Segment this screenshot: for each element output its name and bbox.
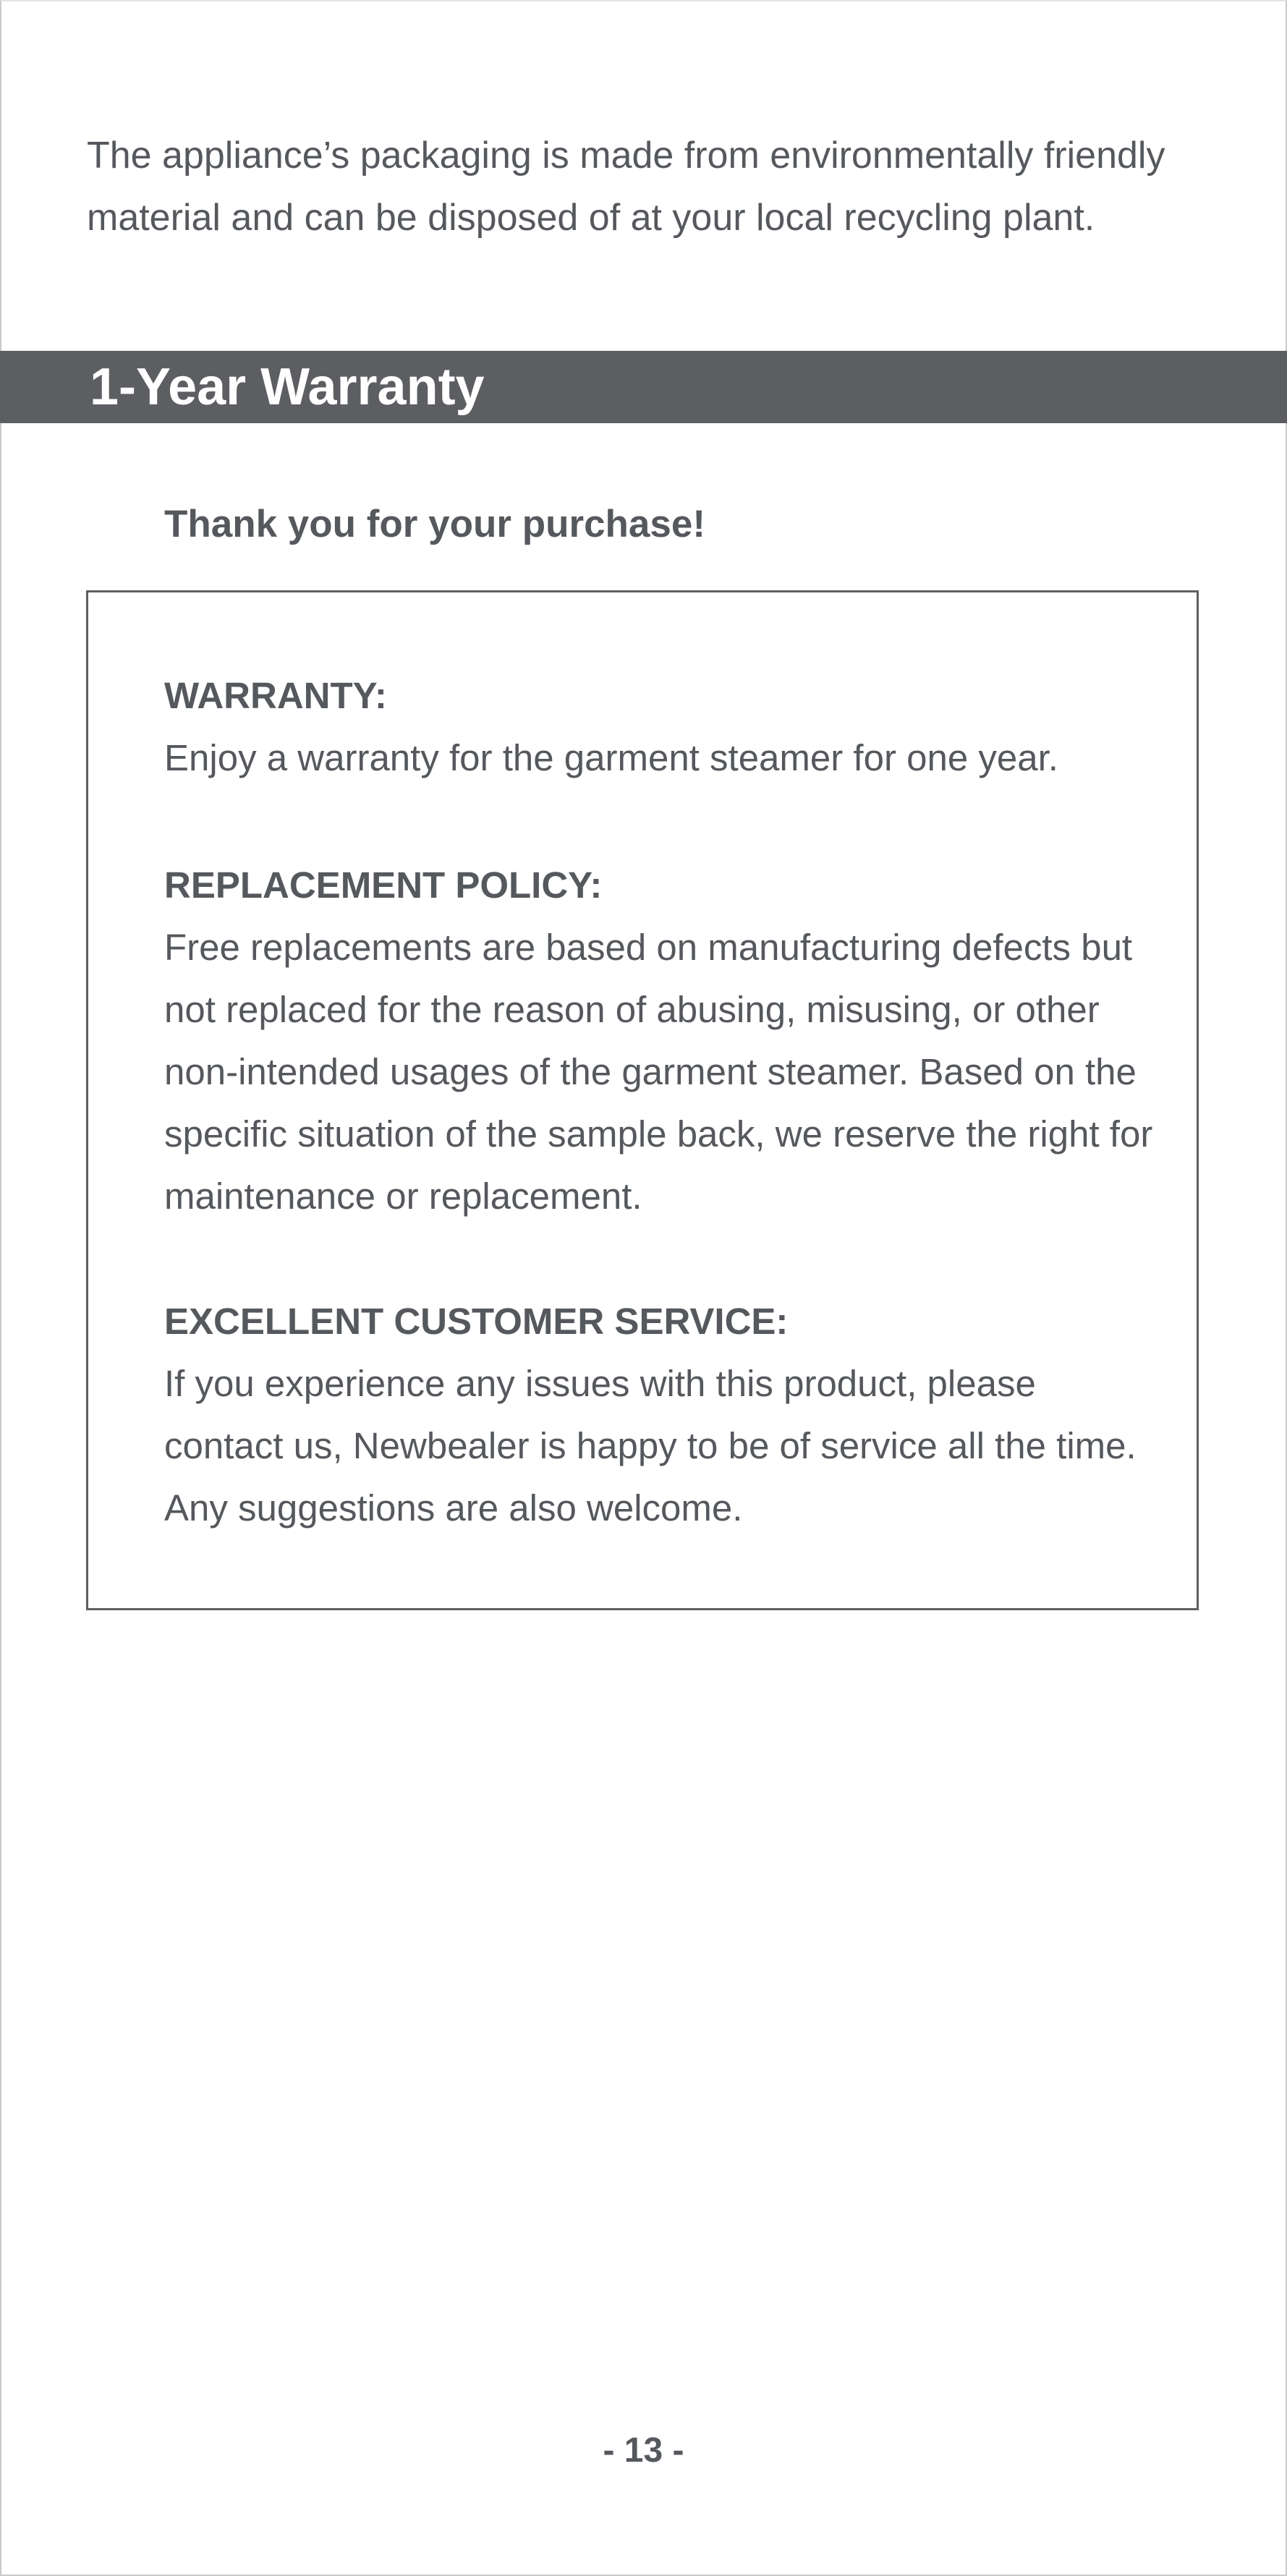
customer-service-body: If you experience any issues with this product, please contact us, Newbealer is happy to be of service all the time. Any suggestions are also welcome. xyxy=(164,1363,1137,1529)
customer-service-heading: EXCELLENT CUSTOMER SERVICE: xyxy=(164,1301,789,1342)
page-number: - 13 - xyxy=(603,2431,684,2470)
section-banner xyxy=(0,351,1287,423)
banner-title: 1-Year Warranty xyxy=(90,358,485,416)
replacement-policy-heading: REPLACEMENT POLICY: xyxy=(164,864,603,906)
warranty-section xyxy=(164,665,1163,789)
replacement-policy-body: Free replacements are based on manufacturing defects but not replaced for the reason of abusing, misusing, or other non-intended usages of the garment steamer. Based on the specific situation of the sample back, we reserve the right for maintenance or replacement. xyxy=(164,927,1153,1217)
packaging-note: The appliance’s packaging is made from environmentally friendly material and can be disposed of at your local recycling plant. xyxy=(87,135,1165,239)
customer-service-section xyxy=(164,1291,1163,1539)
warranty-heading: WARRANTY: xyxy=(164,675,387,716)
warranty-info-box xyxy=(86,590,1199,1610)
replacement-policy-section xyxy=(164,854,1163,1228)
warranty-body: Enjoy a warranty for the garment steamer for one year. xyxy=(164,737,1058,778)
thank-you-message: Thank you for your purchase! xyxy=(164,503,706,545)
